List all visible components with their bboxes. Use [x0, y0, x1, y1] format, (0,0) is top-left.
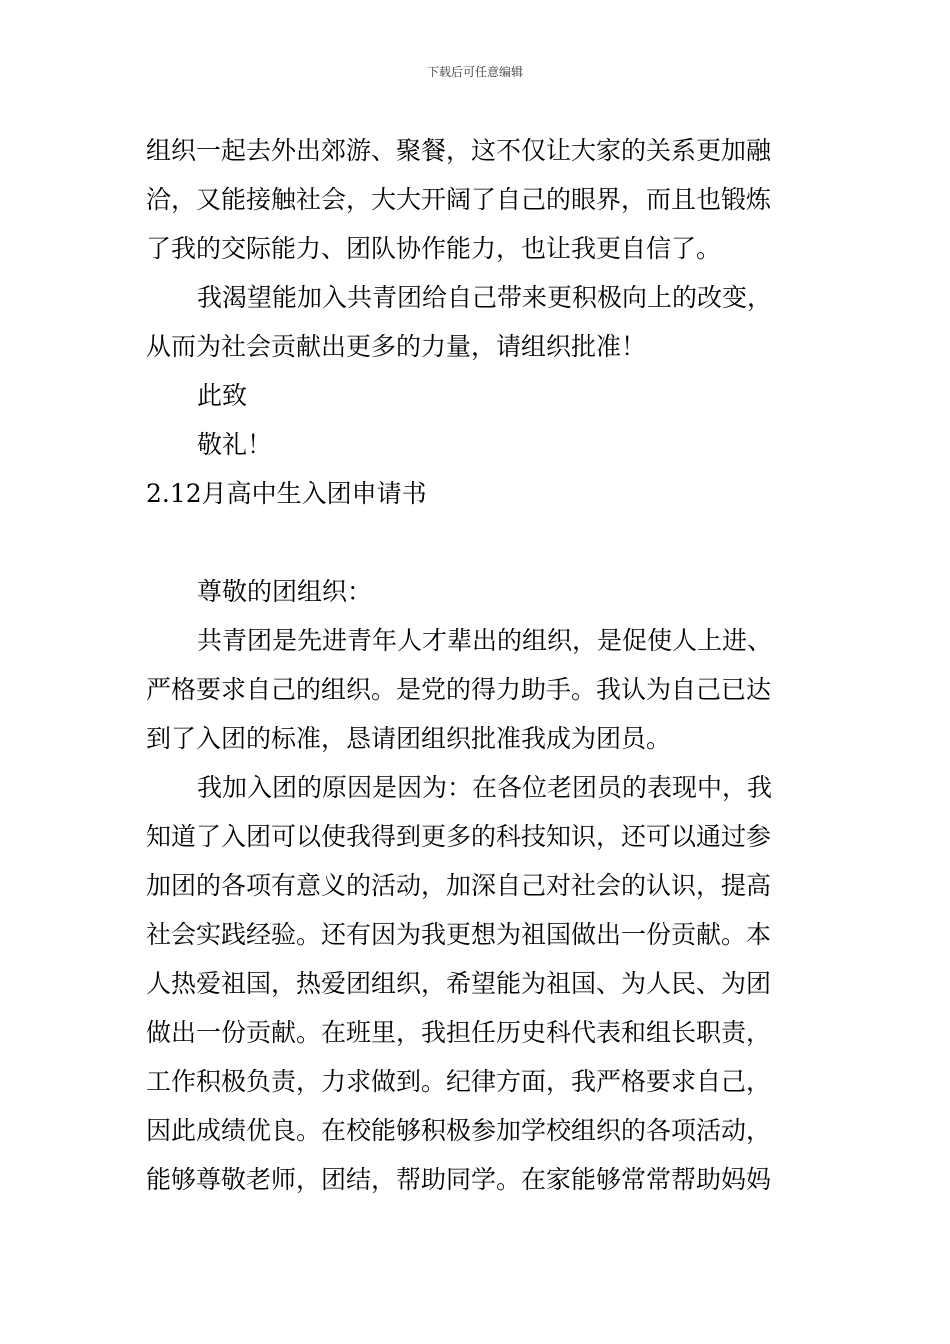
body-line: 知道了入团可以使我得到更多的科技知识，还可以通过参 — [146, 822, 772, 851]
document-body — [146, 126, 806, 1204]
body-line: 严格要求自己的组织。是党的得力助手。我认为自己已达 — [146, 675, 772, 704]
body-line: 因此成绩优良。在校能够积极参加学校组织的各项活动， — [146, 1116, 772, 1145]
closing-line: 敬礼！ — [197, 430, 273, 459]
body-line: 我加入团的原因是因为：在各位老团员的表现中，我 — [197, 773, 773, 802]
body-line: 从而为社会贡献出更多的力量，请组织批准！ — [146, 332, 647, 361]
body-line: 洽，又能接触社会，大大开阔了自己的眼界，而且也锻炼 — [146, 185, 772, 214]
body-line: 加团的各项有意义的活动，加深自己对社会的认识，提高 — [146, 871, 772, 900]
section-title: 2.12月高中生入团申请书 — [146, 479, 427, 508]
body-line: 共青团是先进青年人才辈出的组织，是促使人上进、 — [197, 626, 773, 655]
body-line: 能够尊敬老师，团结，帮助同学。在家能够常常帮助妈妈 — [146, 1165, 772, 1194]
body-line: 了我的交际能力、团队协作能力，也让我更自信了。 — [146, 234, 722, 263]
body-line: 我渴望能加入共青团给自己带来更积极向上的改变， — [197, 283, 773, 312]
body-line: 组织一起去外出郊游、聚餐，这不仅让大家的关系更加融 — [146, 136, 772, 165]
closing-line: 此致 — [197, 381, 248, 410]
blank-line — [146, 518, 806, 567]
body-line: 做出一份贡献。在班里，我担任历史科代表和组长职责， — [146, 1018, 772, 1047]
body-line: 到了入团的标准，恳请团组织批准我成为团员。 — [146, 724, 672, 753]
salutation: 尊敬的团组织： — [197, 577, 373, 606]
page-header: 下载后可任意编辑 — [426, 65, 523, 79]
body-line: 社会实践经验。还有因为我更想为祖国做出一份贡献。本 — [146, 920, 772, 949]
body-line: 人热爱祖国，热爱团组织，希望能为祖国、为人民、为团 — [146, 969, 772, 998]
body-line: 工作积极负责，力求做到。纪律方面，我严格要求自己， — [146, 1067, 772, 1096]
